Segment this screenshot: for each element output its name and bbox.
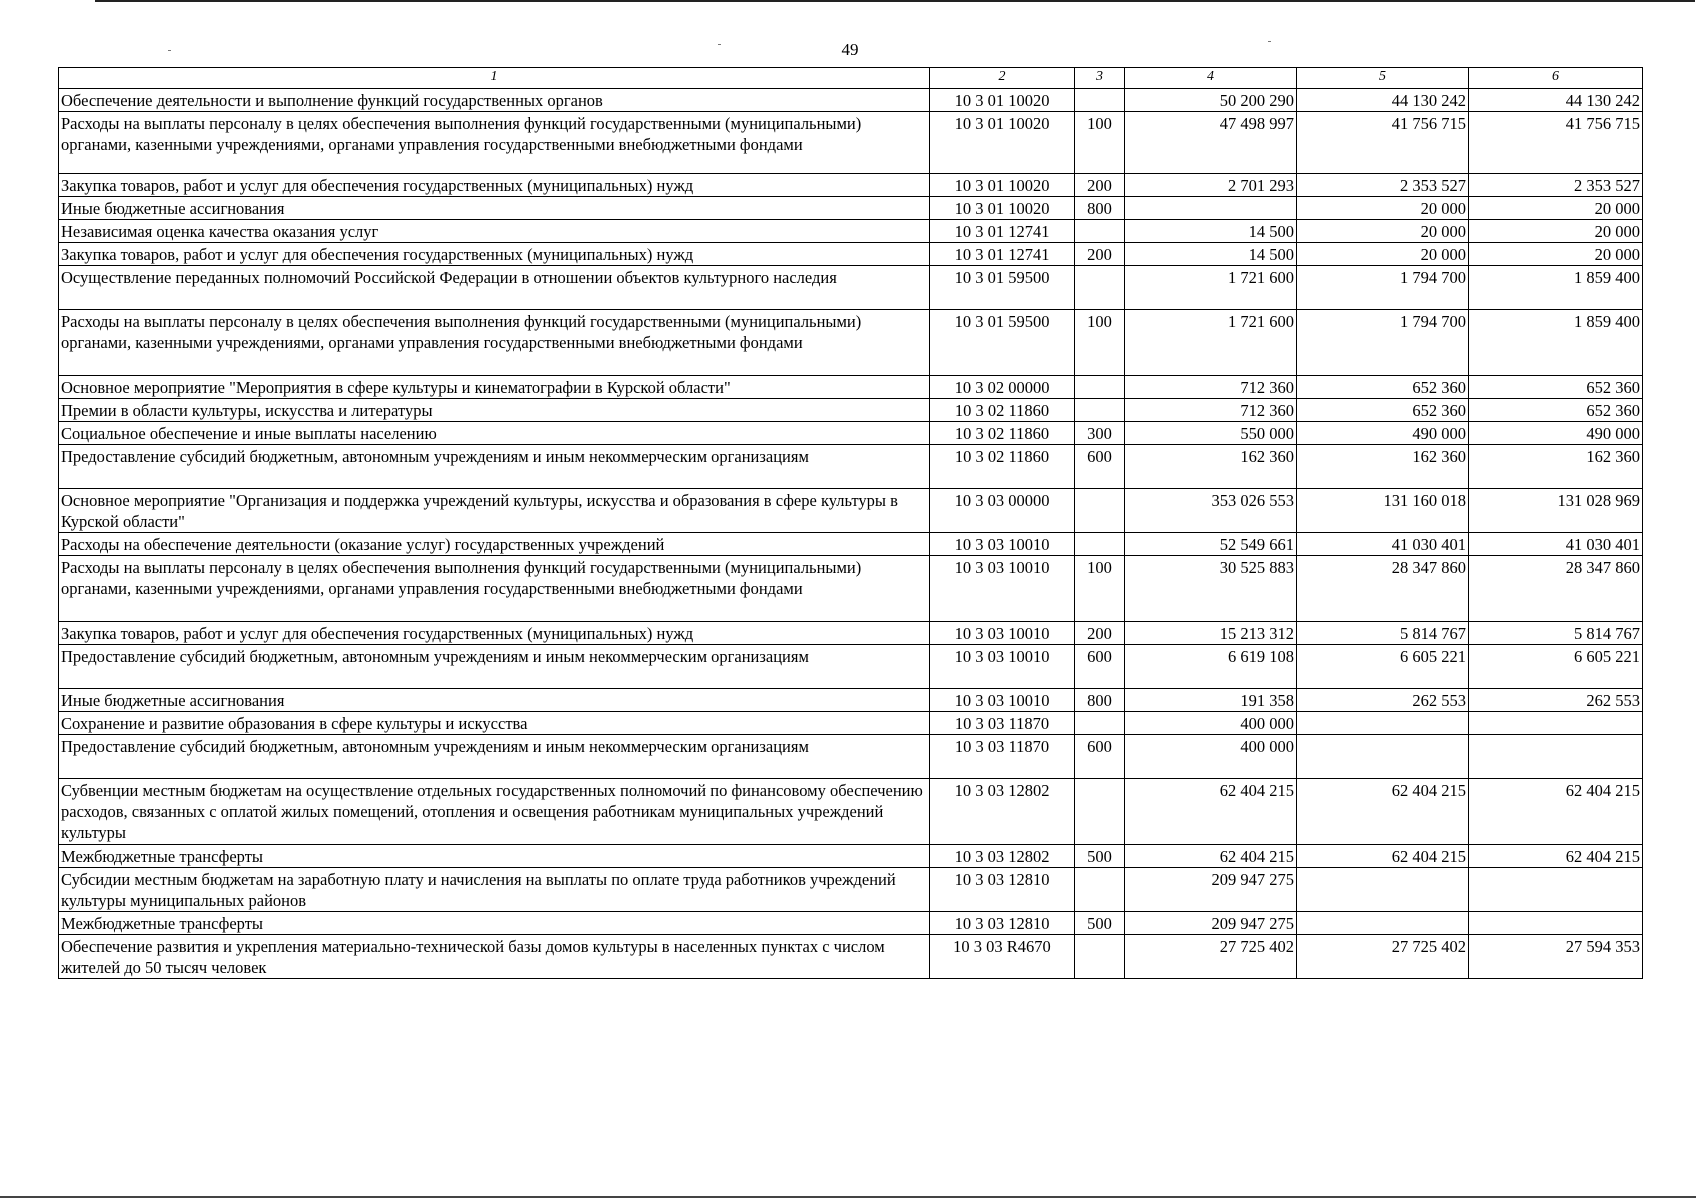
cell-value-2 bbox=[1297, 735, 1469, 779]
cell-value-3: 5 814 767 bbox=[1469, 622, 1643, 645]
cell-value-1: 14 500 bbox=[1125, 220, 1297, 243]
scan-speck bbox=[168, 50, 171, 51]
cell-kind bbox=[1075, 220, 1125, 243]
cell-kind bbox=[1075, 935, 1125, 979]
cell-value-1: 14 500 bbox=[1125, 243, 1297, 266]
cell-name: Закупка товаров, работ и услуг для обеспечения государственных (муниципальных) нужд bbox=[59, 174, 930, 197]
cell-name: Расходы на выплаты персоналу в целях обеспечения выполнения функций государственными (муниципальными) органами, казенными учреждениями, органами управления государственными внебюджетными фондами bbox=[59, 556, 930, 622]
budget-table bbox=[58, 67, 1643, 979]
cell-kind: 300 bbox=[1075, 422, 1125, 445]
header-row bbox=[59, 68, 1643, 89]
table-row bbox=[59, 266, 1643, 310]
cell-code: 10 3 03 R4670 bbox=[930, 935, 1075, 979]
cell-kind: 800 bbox=[1075, 689, 1125, 712]
cell-value-3: 6 605 221 bbox=[1469, 645, 1643, 689]
cell-code: 10 3 01 10020 bbox=[930, 174, 1075, 197]
column-header-name: 1 bbox=[59, 68, 930, 89]
cell-name: Премии в области культуры, искусства и литературы bbox=[59, 399, 930, 422]
cell-value-3: 41 756 715 bbox=[1469, 112, 1643, 174]
cell-kind bbox=[1075, 399, 1125, 422]
table-row bbox=[59, 845, 1643, 868]
cell-value-2: 2 353 527 bbox=[1297, 174, 1469, 197]
cell-code: 10 3 03 10010 bbox=[930, 689, 1075, 712]
cell-kind: 600 bbox=[1075, 445, 1125, 489]
cell-code: 10 3 02 00000 bbox=[930, 376, 1075, 399]
cell-value-1: 209 947 275 bbox=[1125, 868, 1297, 912]
column-header-kind: 3 bbox=[1075, 68, 1125, 89]
cell-value-2: 1 794 700 bbox=[1297, 310, 1469, 376]
cell-name: Закупка товаров, работ и услуг для обеспечения государственных (муниципальных) нужд bbox=[59, 622, 930, 645]
table-row bbox=[59, 556, 1643, 622]
cell-value-3 bbox=[1469, 868, 1643, 912]
table-row bbox=[59, 399, 1643, 422]
cell-value-2: 44 130 242 bbox=[1297, 89, 1469, 112]
cell-code: 10 3 03 00000 bbox=[930, 489, 1075, 533]
cell-value-3: 20 000 bbox=[1469, 220, 1643, 243]
cell-value-2: 20 000 bbox=[1297, 243, 1469, 266]
cell-value-1: 2 701 293 bbox=[1125, 174, 1297, 197]
table-row bbox=[59, 422, 1643, 445]
cell-name: Межбюджетные трансферты bbox=[59, 845, 930, 868]
cell-code: 10 3 03 12810 bbox=[930, 868, 1075, 912]
table-row bbox=[59, 622, 1643, 645]
cell-value-2: 20 000 bbox=[1297, 197, 1469, 220]
table-row bbox=[59, 243, 1643, 266]
cell-value-1: 27 725 402 bbox=[1125, 935, 1297, 979]
cell-value-2: 20 000 bbox=[1297, 220, 1469, 243]
cell-kind bbox=[1075, 712, 1125, 735]
table-row bbox=[59, 779, 1643, 845]
cell-value-2: 5 814 767 bbox=[1297, 622, 1469, 645]
cell-code: 10 3 02 11860 bbox=[930, 445, 1075, 489]
cell-code: 10 3 01 12741 bbox=[930, 243, 1075, 266]
cell-code: 10 3 03 12802 bbox=[930, 845, 1075, 868]
cell-value-3: 41 030 401 bbox=[1469, 533, 1643, 556]
cell-value-2: 62 404 215 bbox=[1297, 779, 1469, 845]
cell-code: 10 3 03 10010 bbox=[930, 533, 1075, 556]
cell-code: 10 3 03 11870 bbox=[930, 712, 1075, 735]
cell-value-1: 162 360 bbox=[1125, 445, 1297, 489]
table-row bbox=[59, 112, 1643, 174]
cell-value-1: 712 360 bbox=[1125, 399, 1297, 422]
cell-value-1: 62 404 215 bbox=[1125, 845, 1297, 868]
cell-name: Иные бюджетные ассигнования bbox=[59, 689, 930, 712]
cell-name: Иные бюджетные ассигнования bbox=[59, 197, 930, 220]
cell-value-2: 652 360 bbox=[1297, 376, 1469, 399]
scan-speck bbox=[1268, 41, 1271, 42]
cell-value-3: 652 360 bbox=[1469, 399, 1643, 422]
cell-kind: 600 bbox=[1075, 735, 1125, 779]
cell-value-1: 52 549 661 bbox=[1125, 533, 1297, 556]
cell-name: Субвенции местным бюджетам на осуществление отдельных государственных полномочий по финансовому обеспечению расходов, связанных с оплатой жилых помещений, отопления и освещения работникам муниципальных учреждений культуры bbox=[59, 779, 930, 845]
cell-name: Расходы на выплаты персоналу в целях обеспечения выполнения функций государственными (муниципальными) органами, казенными учреждениями, органами управления государственными внебюджетными фондами bbox=[59, 310, 930, 376]
cell-value-3: 652 360 bbox=[1469, 376, 1643, 399]
cell-name: Обеспечение деятельности и выполнение функций государственных органов bbox=[59, 89, 930, 112]
table-row bbox=[59, 868, 1643, 912]
cell-value-1 bbox=[1125, 197, 1297, 220]
cell-value-3 bbox=[1469, 712, 1643, 735]
cell-name: Закупка товаров, работ и услуг для обеспечения государственных (муниципальных) нужд bbox=[59, 243, 930, 266]
scan-top-rule bbox=[95, 0, 1695, 2]
table-row bbox=[59, 489, 1643, 533]
cell-kind: 200 bbox=[1075, 174, 1125, 197]
cell-kind: 100 bbox=[1075, 112, 1125, 174]
cell-value-2: 41 756 715 bbox=[1297, 112, 1469, 174]
table-row bbox=[59, 533, 1643, 556]
cell-value-2: 652 360 bbox=[1297, 399, 1469, 422]
cell-name: Предоставление субсидий бюджетным, автономным учреждениям и иным некоммерческим организациям bbox=[59, 445, 930, 489]
cell-value-2 bbox=[1297, 712, 1469, 735]
table-row bbox=[59, 197, 1643, 220]
cell-value-3: 28 347 860 bbox=[1469, 556, 1643, 622]
page-number: 49 bbox=[841, 40, 859, 59]
budget-table-body bbox=[59, 89, 1643, 979]
cell-kind: 500 bbox=[1075, 845, 1125, 868]
cell-value-1: 50 200 290 bbox=[1125, 89, 1297, 112]
cell-value-2: 131 160 018 bbox=[1297, 489, 1469, 533]
cell-kind: 800 bbox=[1075, 197, 1125, 220]
cell-value-2: 6 605 221 bbox=[1297, 645, 1469, 689]
cell-value-3: 490 000 bbox=[1469, 422, 1643, 445]
cell-value-3: 20 000 bbox=[1469, 197, 1643, 220]
table-row bbox=[59, 912, 1643, 935]
cell-kind: 600 bbox=[1075, 645, 1125, 689]
cell-value-1: 62 404 215 bbox=[1125, 779, 1297, 845]
cell-value-1: 47 498 997 bbox=[1125, 112, 1297, 174]
cell-code: 10 3 03 11870 bbox=[930, 735, 1075, 779]
cell-code: 10 3 03 10010 bbox=[930, 556, 1075, 622]
cell-value-2: 41 030 401 bbox=[1297, 533, 1469, 556]
table-row bbox=[59, 935, 1643, 979]
cell-value-1: 353 026 553 bbox=[1125, 489, 1297, 533]
scan-bottom-rule bbox=[0, 1196, 1696, 1198]
cell-code: 10 3 02 11860 bbox=[930, 422, 1075, 445]
column-header-value-1: 4 bbox=[1125, 68, 1297, 89]
cell-kind bbox=[1075, 868, 1125, 912]
table-row bbox=[59, 376, 1643, 399]
cell-value-2: 262 553 bbox=[1297, 689, 1469, 712]
cell-value-1: 1 721 600 bbox=[1125, 266, 1297, 310]
cell-value-3: 162 360 bbox=[1469, 445, 1643, 489]
column-header-value-2: 5 bbox=[1297, 68, 1469, 89]
cell-value-3: 44 130 242 bbox=[1469, 89, 1643, 112]
column-header-code: 2 bbox=[930, 68, 1075, 89]
cell-code: 10 3 01 10020 bbox=[930, 197, 1075, 220]
cell-value-2 bbox=[1297, 868, 1469, 912]
cell-code: 10 3 01 59500 bbox=[930, 266, 1075, 310]
cell-value-3: 2 353 527 bbox=[1469, 174, 1643, 197]
cell-value-1: 550 000 bbox=[1125, 422, 1297, 445]
cell-value-2: 28 347 860 bbox=[1297, 556, 1469, 622]
cell-code: 10 3 02 11860 bbox=[930, 399, 1075, 422]
cell-code: 10 3 03 10010 bbox=[930, 622, 1075, 645]
cell-value-1: 400 000 bbox=[1125, 735, 1297, 779]
cell-value-2: 490 000 bbox=[1297, 422, 1469, 445]
table-row bbox=[59, 735, 1643, 779]
cell-value-1: 30 525 883 bbox=[1125, 556, 1297, 622]
cell-name: Осуществление переданных полномочий Российской Федерации в отношении объектов культурного наследия bbox=[59, 266, 930, 310]
cell-value-3 bbox=[1469, 912, 1643, 935]
cell-value-3: 131 028 969 bbox=[1469, 489, 1643, 533]
cell-value-1: 712 360 bbox=[1125, 376, 1297, 399]
table-row bbox=[59, 645, 1643, 689]
cell-value-1: 191 358 bbox=[1125, 689, 1297, 712]
cell-name: Расходы на выплаты персоналу в целях обеспечения выполнения функций государственными (муниципальными) органами, казенными учреждениями, органами управления государственными внебюджетными фондами bbox=[59, 112, 930, 174]
cell-name: Сохранение и развитие образования в сфере культуры и искусства bbox=[59, 712, 930, 735]
cell-name: Субсидии местным бюджетам на заработную плату и начисления на выплаты по оплате труда работников учреждений культуры муниципальных районов bbox=[59, 868, 930, 912]
table-row bbox=[59, 89, 1643, 112]
cell-value-2: 162 360 bbox=[1297, 445, 1469, 489]
table-row bbox=[59, 712, 1643, 735]
cell-value-3: 20 000 bbox=[1469, 243, 1643, 266]
cell-code: 10 3 03 10010 bbox=[930, 645, 1075, 689]
cell-kind bbox=[1075, 376, 1125, 399]
table-row bbox=[59, 445, 1643, 489]
cell-kind bbox=[1075, 266, 1125, 310]
cell-kind: 100 bbox=[1075, 310, 1125, 376]
cell-kind: 200 bbox=[1075, 243, 1125, 266]
cell-value-2: 1 794 700 bbox=[1297, 266, 1469, 310]
cell-value-3: 62 404 215 bbox=[1469, 779, 1643, 845]
cell-name: Межбюджетные трансферты bbox=[59, 912, 930, 935]
cell-code: 10 3 01 12741 bbox=[930, 220, 1075, 243]
cell-code: 10 3 03 12810 bbox=[930, 912, 1075, 935]
cell-value-3: 1 859 400 bbox=[1469, 310, 1643, 376]
cell-kind: 200 bbox=[1075, 622, 1125, 645]
cell-value-3: 262 553 bbox=[1469, 689, 1643, 712]
cell-name: Социальное обеспечение и иные выплаты населению bbox=[59, 422, 930, 445]
cell-value-1: 1 721 600 bbox=[1125, 310, 1297, 376]
scan-speck bbox=[718, 44, 721, 45]
cell-name: Расходы на обеспечение деятельности (оказание услуг) государственных учреждений bbox=[59, 533, 930, 556]
cell-value-3: 62 404 215 bbox=[1469, 845, 1643, 868]
cell-name: Предоставление субсидий бюджетным, автономным учреждениям и иным некоммерческим организациям bbox=[59, 645, 930, 689]
cell-value-2: 27 725 402 bbox=[1297, 935, 1469, 979]
cell-value-2: 62 404 215 bbox=[1297, 845, 1469, 868]
cell-name: Основное мероприятие "Мероприятия в сфере культуры и кинематографии в Курской области" bbox=[59, 376, 930, 399]
table-row bbox=[59, 310, 1643, 376]
cell-kind bbox=[1075, 89, 1125, 112]
cell-value-1: 400 000 bbox=[1125, 712, 1297, 735]
cell-value-3 bbox=[1469, 735, 1643, 779]
table-row bbox=[59, 689, 1643, 712]
cell-value-3: 1 859 400 bbox=[1469, 266, 1643, 310]
cell-value-1: 209 947 275 bbox=[1125, 912, 1297, 935]
cell-name: Обеспечение развития и укрепления материально-технической базы домов культуры в населенных пунктах с числом жителей до 50 тысяч человек bbox=[59, 935, 930, 979]
cell-value-1: 6 619 108 bbox=[1125, 645, 1297, 689]
cell-kind bbox=[1075, 489, 1125, 533]
cell-name: Основное мероприятие "Организация и поддержка учреждений культуры, искусства и образования в сфере культуры в Курской области" bbox=[59, 489, 930, 533]
cell-kind: 500 bbox=[1075, 912, 1125, 935]
column-header-value-3: 6 bbox=[1469, 68, 1643, 89]
cell-value-3: 27 594 353 bbox=[1469, 935, 1643, 979]
cell-kind: 100 bbox=[1075, 556, 1125, 622]
cell-code: 10 3 01 10020 bbox=[930, 89, 1075, 112]
table-row bbox=[59, 220, 1643, 243]
cell-name: Независимая оценка качества оказания услуг bbox=[59, 220, 930, 243]
cell-name: Предоставление субсидий бюджетным, автономным учреждениям и иным некоммерческим организациям bbox=[59, 735, 930, 779]
cell-code: 10 3 03 12802 bbox=[930, 779, 1075, 845]
cell-value-2 bbox=[1297, 912, 1469, 935]
cell-kind bbox=[1075, 533, 1125, 556]
table-row bbox=[59, 174, 1643, 197]
cell-code: 10 3 01 59500 bbox=[930, 310, 1075, 376]
cell-code: 10 3 01 10020 bbox=[930, 112, 1075, 174]
cell-kind bbox=[1075, 779, 1125, 845]
cell-value-1: 15 213 312 bbox=[1125, 622, 1297, 645]
